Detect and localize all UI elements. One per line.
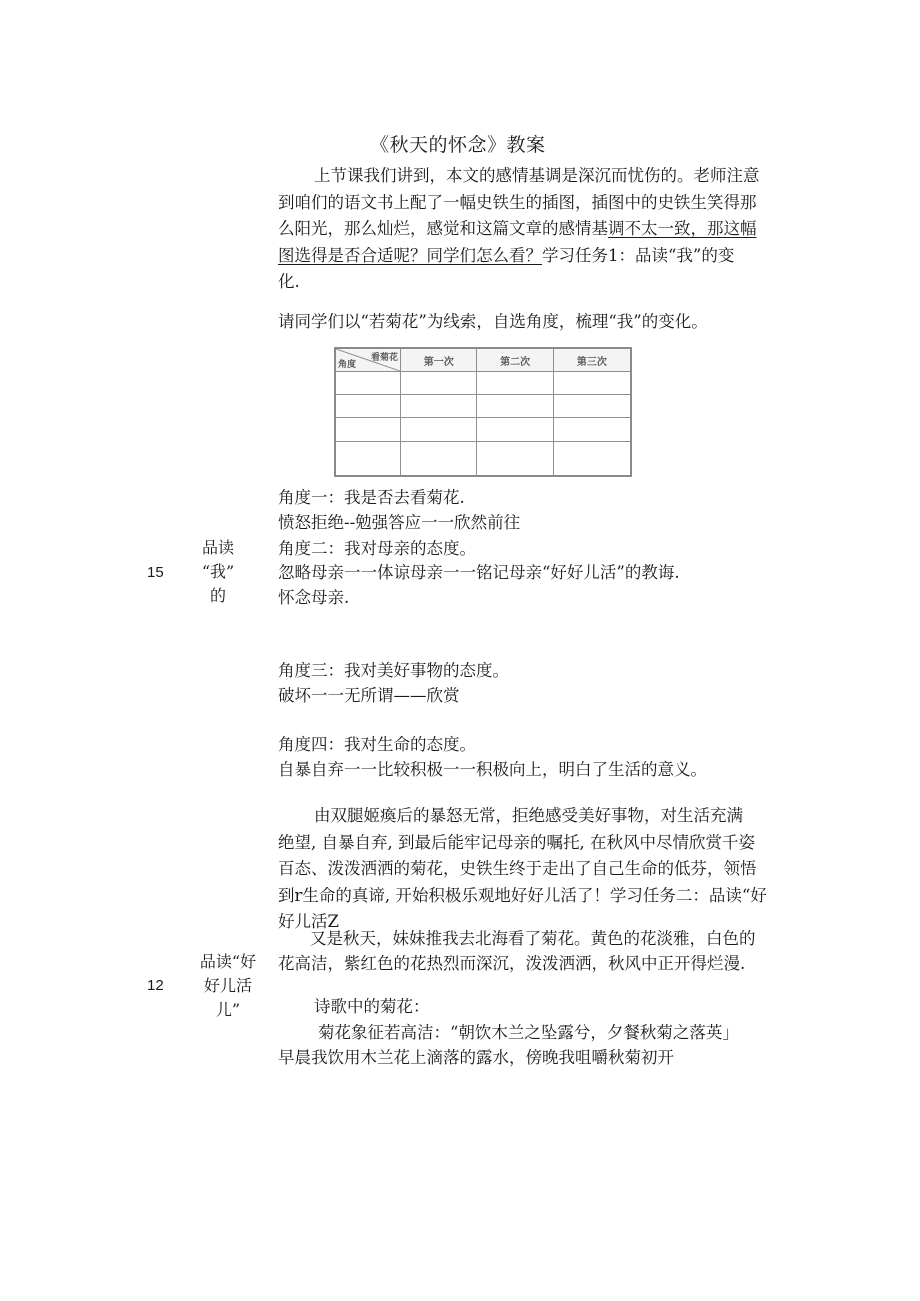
label-line: 儿” [215, 1000, 241, 1019]
summary-line: 百态、泼泼洒洒的菊花，史铁生终于走出了自己生命的低芬，领悟 [278, 859, 757, 878]
intro-line-2: 到咱们的语文书上配了一幅史铁生的插图，插图中的史铁生笑得那 [278, 192, 757, 212]
intro-paragraph [278, 163, 768, 296]
underlined-question: 图选得是否合适呢？同学们怎么看？ [278, 245, 542, 265]
underlined-text: 调不太一致，那这幅 [608, 219, 757, 238]
summary-line: 到r生命的真谛, 开始积极乐观地好好儿活了！学习任务二：品读“好 [278, 885, 767, 905]
intro-line-4 [278, 243, 768, 270]
section-1-label [186, 536, 250, 608]
poem-line-1: 菊花象征若高洁：“朝饮木兰之坠露兮，夕餐秋菊之落英」 [318, 1023, 739, 1042]
summary-line: 好儿活Z [278, 912, 339, 931]
angle-3-title: 角度三：我对美好事物的态度。 [278, 661, 509, 680]
label-line: “我” [201, 562, 235, 581]
intro-line-1: 上节课我们讲到，本文的感情基调是深沉而忧伤的。老师注意 [314, 166, 760, 185]
s2-line-2: 花高洁，紫红色的花热烈而深沉，泼泼洒洒，秋风中正开得烂漫. [278, 954, 746, 973]
table-row [335, 372, 631, 395]
summary-line: 由双腿姬瘓后的暴怒无常，拒绝感受美好事物，对生活充满 [314, 806, 743, 825]
summary-line: 绝望, 自暴自弃, 到最后能牢记母亲的嘱托, 在秋风中尽情欣赏千姿 [278, 832, 755, 852]
s2-line-1: 又是秋天，妹妹推我去北海看了菊花。黄色的花淡雅，白色的 [310, 929, 756, 948]
label-line: 的 [209, 586, 226, 605]
table-header-1: 第一次 [401, 348, 477, 372]
section-1-duration: 15 [147, 564, 164, 581]
page-title: 《秋天的怀念》教案 [370, 134, 546, 156]
table-row [335, 395, 631, 418]
angle-3-text: 破坏一一无所谓——欣赏 [278, 686, 460, 705]
s1-line-3: 角度二：我对母亲的态度。 [278, 539, 476, 558]
intro-line-5: 化. [278, 272, 300, 291]
table-header-3: 第三次 [553, 348, 631, 372]
table-row [335, 441, 631, 476]
angle-4-title: 角度四：我对生命的态度。 [278, 735, 476, 754]
intro-line-3 [278, 216, 768, 243]
table-corner-cell [335, 348, 401, 372]
s1-line-4: 忽略母亲一一体谅母亲一一铭记母亲“好好儿活”的教诲. [278, 563, 680, 582]
intro-line-3-text: 么阳光，那么灿烂，感觉和这篇文章的感情基 [278, 219, 608, 238]
corner-label-top: 看菊花 [370, 353, 398, 363]
section-2-duration: 12 [147, 977, 164, 994]
poem-line-2: 早晨我饮用木兰花上滴落的露水，傍晚我咀嚼秋菊初开 [278, 1048, 674, 1067]
label-line: 好儿活 [203, 976, 252, 995]
label-line: 品读“好 [199, 952, 257, 971]
corner-label-bottom: 角度 [338, 360, 357, 370]
angle-4-text: 自暴自弃一一比较积极一一积极向上，明白了生活的意义。 [278, 760, 707, 779]
worksheet-table [334, 347, 632, 477]
s1-line-5: 怀念母亲. [278, 588, 350, 607]
table-row [335, 418, 631, 441]
label-line: 品读 [201, 538, 234, 557]
task-1-heading: 学习任务1：品读“我”的变 [542, 245, 735, 265]
instruction-text: 请同学们以“若菊花”为线索，自选角度，梳理“我”的变化。 [278, 312, 708, 331]
s1-line-2: 愤怒拒绝--勉强答应一一欣然前往 [278, 513, 521, 532]
s1-line-1: 角度一：我是否去看菊花. [278, 488, 465, 507]
poem-title: 诗歌中的菊花： [314, 997, 430, 1016]
summary-paragraph [278, 803, 768, 936]
section-2-label [188, 950, 268, 1022]
table-header-2: 第二次 [477, 348, 553, 372]
